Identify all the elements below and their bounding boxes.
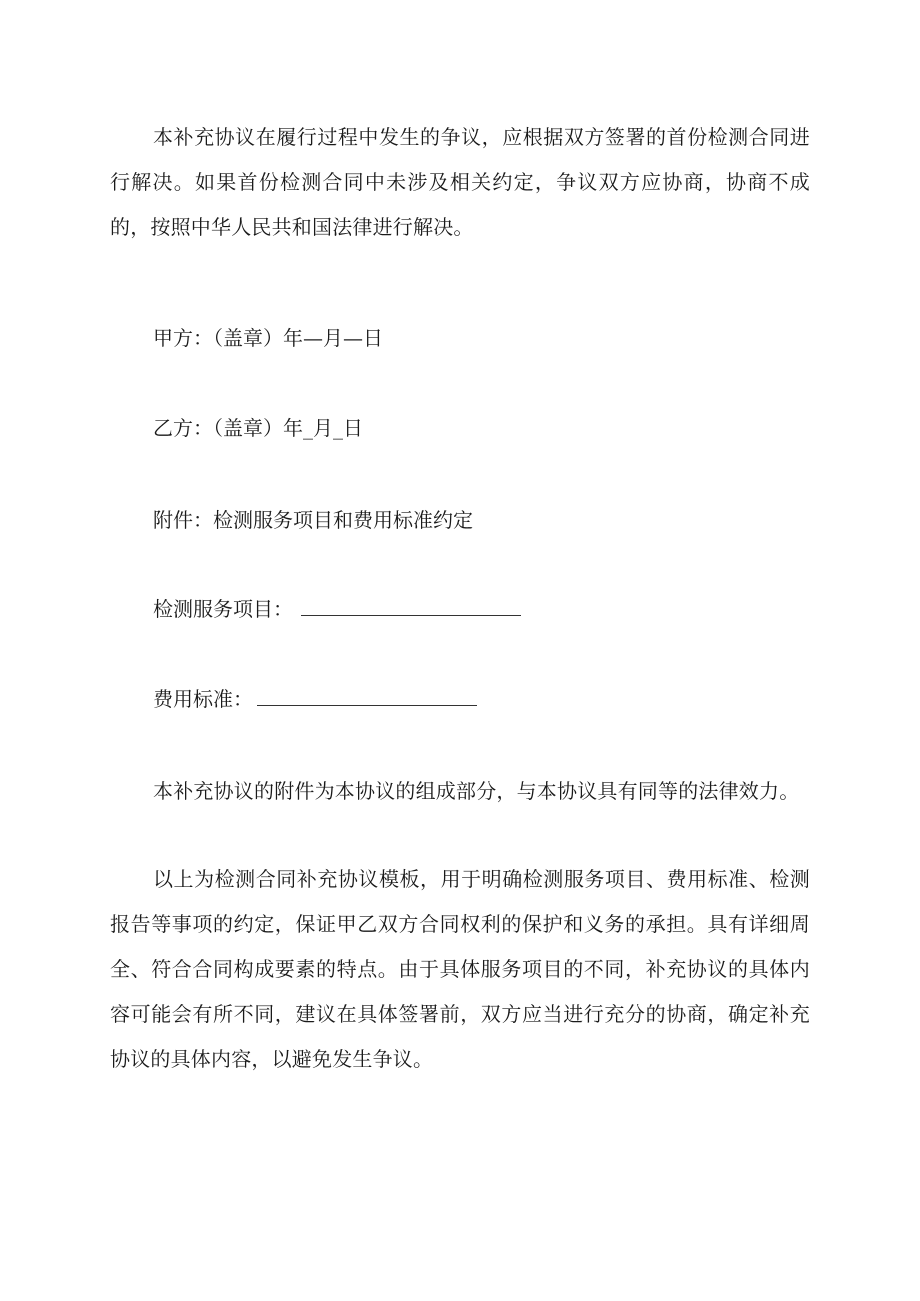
- party-b-signature-line: 乙方：（盖章）年_月_日: [153, 416, 363, 440]
- dispute-resolution-paragraph: 本补充协议在履行过程中发生的争议，应根据双方签署的首份检测合同进行解决。如果首份检测合同中未涉及相关约定，争议双方应协商，协商不成的，按照中华人民共和国法律进行解决。: [110, 125, 810, 239]
- template-summary-paragraph: 以上为检测合同补充协议模板，用于明确检测服务项目、费用标准、检测报告等事项的约定，保证甲乙双方合同权利的保护和义务的承担。具有详细周全、符合合同构成要素的特点。由于具体服务项目的不同，补充协议的具体内容可能会有所不同，建议在具体签署前，双方应当进行充分的协商，确定补充协议的具体内容，以避免发生争议。: [110, 867, 810, 1071]
- service-items-field: [153, 594, 521, 624]
- attachment-title: 附件：检测服务项目和费用标准约定: [153, 508, 473, 532]
- service-items-label: 检测服务项目：: [153, 597, 293, 621]
- fee-standard-field: [153, 684, 477, 714]
- service-items-blank: [301, 595, 521, 616]
- fee-standard-blank: [257, 685, 477, 706]
- attachment-validity-paragraph: 本补充协议的附件为本协议的组成部分，与本协议具有同等的法律效力。: [153, 779, 800, 803]
- party-a-signature-line: 甲方：（盖章）年—月—日: [153, 326, 383, 350]
- fee-standard-label: 费用标准：: [153, 687, 253, 711]
